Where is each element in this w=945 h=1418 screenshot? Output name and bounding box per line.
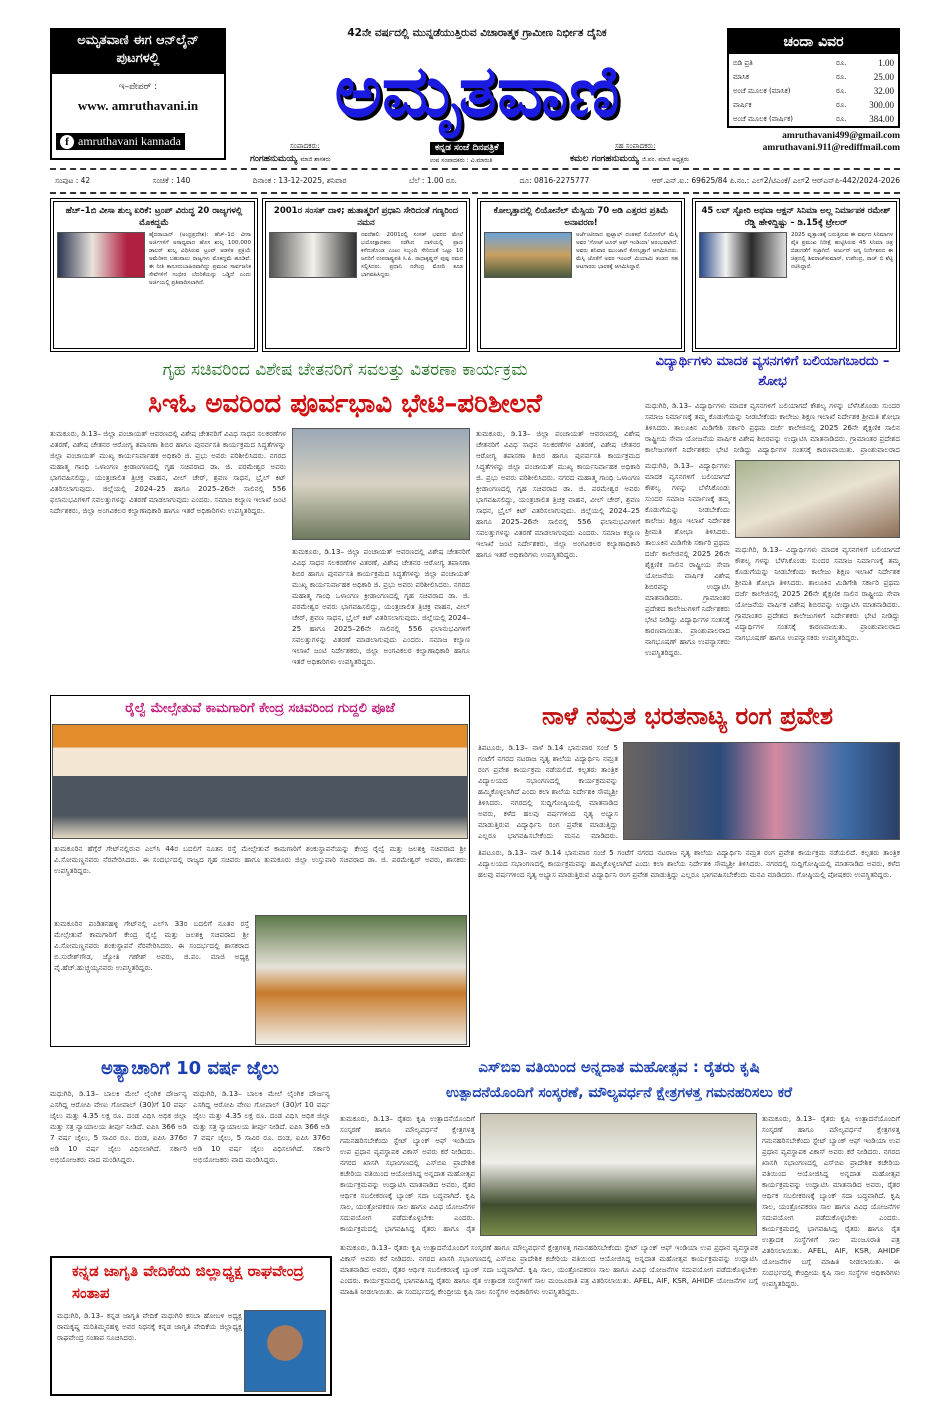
top-story-headline: 2001ರ ಸಂಸತ್ ದಾಳಿ; ಹುತಾತ್ಮರಿಗೆ ಪ್ರಧಾನಿ ಸೇರಿದಂತೆ ಗಣ್ಯರಿಂದ ನಮನ (273, 206, 459, 228)
railway-text-2: ತುಮಕೂರಿನ ಪಂಡಿತನಹಳ್ಳಿ ಗೇಟ್‌ನಲ್ಲಿ ಎಲ್‌ಸಿ 33ರ ಬದಲಿಗೆ ನೂತನ ರಸ್ತೆ ಮೇಲ್ಸೇತುವೆ ಕಾಮಗಾರಿಗೆ ಕೇಂದ್ರ ರೈಲ್ವೆ ಮತ್ತು ಜಲಶಕ್ತಿ ಸಚಿವರಾದ ಶ್ರೀ ವಿ.ಸೋಮಣ್ಣನವರು ಶಂಕುಸ್ಥಾಪನೆ ನೆರವೇರಿಸಿದರು. ಈ ಸಂದರ್ಭದಲ್ಲಿ ಶಾಸಕರಾದ ಬಿ.ಸುರೇಶ್‌ಗೌಡ, ಜ್ಯೋತಿ ಗಣೇಶ್ ಅವರು, ಜಿ.ಪಂ. ಮಾಜಿ ಅಧ್ಯಕ್ಷ ವೈ.ಹೆಚ್.ಹುಚ್ಚಯ್ಯನವರು ಉಪಸ್ಥಿತರಿದ್ದರು. (54, 919, 249, 972)
subscription-row (733, 98, 894, 112)
sbi-headline-2: ಉತ್ಪಾದನೆಯೊಂದಿಗೆ ಸಂಸ್ಕರಣೆ, ಮೌಲ್ಯವರ್ಧನೆ ಕ್ಷೇತ್ರಗಳತ್ತ ಗಮನಹರಿಸಲು ಕರೆ (445, 1085, 793, 1101)
subscription-currency: ರೂ. (836, 115, 847, 123)
divider (50, 192, 900, 194)
volume: ಸಂಪುಟ : 42 (55, 176, 91, 185)
subscription-currency: ರೂ. (836, 101, 847, 109)
newspaper-subtitle: ಕನ್ನಡ ಸಂಜೆ ದಿನಪತ್ರಿಕೆ (430, 142, 504, 155)
online-box (50, 28, 226, 160)
subscription-amount: 384.00 (869, 114, 894, 124)
top-story-headline: ಕೋಲ್ಕತ್ತಾದಲ್ಲಿ ಲಿಯೋನೆಲ್ ಮೆಸ್ಸಿಯ 70 ಅಡಿ ಎತ್ತರದ ಪ್ರತಿಮೆ ಅನಾವರಣ! (493, 206, 669, 228)
railway-headline: ರೈಲ್ವೆ ಮೇಲ್ಸೇತುವೆ ಕಾಮಗಾರಿಗೆ ಕೇಂದ್ರ ಸಚಿವರಿಂದ ಗುದ್ದಲಿ ಪೂಜೆ (125, 701, 395, 716)
price: ಬೆಲೆ : 1.00 ರೂ. (408, 176, 458, 185)
sbi-text-right: ತುಮಕೂರು, ಡಿ.13– ರೈತರು ಕೃಷಿ ಉತ್ಪಾದನೆಯೊಂದಿಗೆ ಸಂಸ್ಕರಣೆ ಹಾಗೂ ಮೌಲ್ಯವರ್ಧನೆ ಕ್ಷೇತ್ರಗಳತ್ತ ಗಮನಹರಿಸಬೇಕೆಂದು ಸ್ಟೇಟ್ ಬ್ಯಾಂಕ್ ಆಫ್ ಇಂಡಿಯಾ ಉಪ ಪ್ರಧಾನ ವ್ಯವಸ್ಥಾಪಕ ವಿಕಾಸ್ ಅವರು ಕರೆ ನೀಡಿದರು. ನಗರದ ಖಾಸಗಿ ಸಭಾಂಗಣದಲ್ಲಿ ಎಸ್‌ಬಿಐ ಪ್ರಾದೇಶಿಕ ಕಚೇರಿಯ ವತಿಯಿಂದ ಆಯೋಜಿಸಿದ್ದ ಅನ್ನದಾತ ಮಹೋತ್ಸವ ಕಾರ್ಯಕ್ರಮವನ್ನು ಉದ್ಘಾಟಿಸಿ ಮಾತನಾಡಿದ ಅವರು, ರೈತರ ಆರ್ಥಿಕ ಸಬಲೀಕರಣಕ್ಕೆ ಬ್ಯಾಂಕ್ ಸದಾ ಬದ್ಧವಾಗಿದೆ. ಕೃಷಿ ಸಾಲ, ಯಂತ್ರೋಪಕರಣ ಸಾಲ ಹಾಗೂ ವಿವಿಧ ಯೋಜನೆಗಳ ಸದುಪಯೋಗ ಪಡೆದುಕೊಳ್ಳಬೇಕು ಎಂದರು. ಕಾರ್ಯಕ್ರಮದಲ್ಲಿ ಭಾಗವಹಿಸಿದ್ದ ರೈತರು ಹಾಗೂ ರೈತ ಉತ್ಪಾದಕ ಸಂಸ್ಥೆಗಳಿಗೆ ಸಾಲ ಮಂಜೂರಾತಿ ಪತ್ರ ವಿತರಿಸಲಾಯಿತು. AFEL, AIF, KSR, AHIDF ಯೋಜನೆಗಳ ಬಗ್ಗೆ ಮಾಹಿತಿ ನೀಡಲಾಯಿತು. ಈ ಸಂದರ್ಭದಲ್ಲಿ ಕೇಂದ್ರೀಯ ಕೃಷಿ ಸಾಲ ಸಂಸ್ಥೆಗಳ ಅಧಿಕಾರಿಗಳು ಉಪಸ್ಥಿತರಿದ್ದರು. (762, 1114, 900, 1288)
sbi-headline-1: ಎಸ್‌ಬಿಐ ವತಿಯಿಂದ ಅನ್ನದಾತ ಮಹೋತ್ಸವ : ರೈತರು ಕೃಷಿ (478, 1058, 760, 1076)
sbi-photo (480, 1113, 757, 1236)
subscription-row (733, 56, 894, 70)
top-story-box (262, 198, 470, 352)
editor-name: ಗಂಗಹನುಮಯ್ಯ ಮಾಜಿ ಶಾಸಕರು (250, 154, 331, 164)
subscription-label: ವಾರ್ಷಿಕ (733, 101, 752, 109)
dance-photo (623, 742, 900, 840)
subscription-row (733, 112, 894, 126)
railway-photo-1 (52, 724, 468, 839)
top-story-text: 2025 ವೃತ್ತಾಂತಕ್ಕೆ ಬರುತ್ತಿರುವ ಈ ವರ್ಷದ ಸಿನಿಮಾಗಳ ಪೈಕಿ ಪ್ರಮುಖ ನಿರೀಕ್ಷೆ ಹುಟ್ಟಿಸಿರುವ 45 ಸಿನಿಮಾ ಚಿತ್ರ ಬಿಡುಗಡೆಗೆ ಸಜ್ಜಾಗಿದೆ. ಅರ್ಜುನ್ ಜನ್ಯ ನಿರ್ದೇಶನದ ಈ ಚಿತ್ರದಲ್ಲಿ ಶಿವರಾಜ್‌ಕುಮಾರ್, ಉಪೇಂದ್ರ, ರಾಜ್ ಬಿ ಶೆಟ್ಟಿ ನಟಿಸಿದ್ದಾರೆ. (791, 232, 893, 270)
jail-text: ಮಧುಗಿರಿ, ಡಿ.13– ಬಾಲಕಿ ಮೇಲೆ ಲೈಂಗಿಕ ದೌರ್ಜನ್ಯ ಎಸಗಿದ್ದ ಆರೋಪಿ ವೇಣು ಗೋಪಾಲ್ (30)ಗೆ 10 ವರ್ಷ ಜೈಲು ಮತ್ತು 4.35 ಲಕ್ಷ ರೂ. ದಂಡ ವಿಧಿಸಿ ಅಧಿಕ ಜಿಲ್ಲಾ ಮತ್ತು ಸತ್ರ ನ್ಯಾಯಾಲಯ ತೀರ್ಪು ನೀಡಿದೆ. ಐಪಿಸಿ 366 ಅಡಿ 7 ವರ್ಷ ಜೈಲು, 5 ಸಾವಿರ ರೂ. ದಂಡ, ಐಪಿಸಿ 376ರ ಅಡಿ 10 ವರ್ಷ ಜೈಲು ವಿಧಿಸಲಾಗಿದೆ. ಸರ್ಕಾರಿ ಅಭಿಯೋಜಕರು ವಾದ ಮಂಡಿಸಿದ್ದರು. (193, 1089, 330, 1164)
epaper-label: ಇ–ಪೇಪರ್ : (118, 82, 158, 92)
lead-text: ತುಮಕೂರು, ಡಿ.13– ಜಿಲ್ಲಾ ಪಂಚಾಯತ್ ಆವರಣದಲ್ಲಿ ವಿಶೇಷ ಚೇತನರಿಗೆ ವಿವಿಧ ಸಾಧನ ಸಲಕರಣೆಗಳ ವಿತರಣೆ, ವಿಶೇಷ ಚೇತನರ ಆರೋಗ್ಯ ತಪಾಸಣಾ ಶಿಬಿರ ಹಾಗೂ ಪುನರ್ವಸತಿ ಕಾರ್ಯಕ್ರಮದ ಸಿದ್ಧತೆಗಳನ್ನು ಜಿಲ್ಲಾ ಪಂಚಾಯತ್ ಮುಖ್ಯ ಕಾರ್ಯನಿರ್ವಾಹಕ ಅಧಿಕಾರಿ ಜಿ. ಪ್ರಭು ಅವರು ಪರಿಶೀಲಿಸಿದರು. ನಗರದ ಮಹಾತ್ಮ ಗಾಂಧಿ ಒಳಾಂಗಣ ಕ್ರೀಡಾಂಗಣದಲ್ಲಿ ಗೃಹ ಸಚಿವರಾದ ಡಾ. ಜಿ. ಪರಮೇಶ್ವರ ಅವರು ಭಾಗವಹಿಸಲಿದ್ದು, ಯಂತ್ರಚಾಲಿತ ತ್ರಿಚಕ್ರ ವಾಹನ, ವೀಲ್ ಚೇರ್, ಶ್ರವಣ ಸಾಧನ, ಬ್ರೈಲ್ ಕಿಟ್ ವಿತರಿಸಲಾಗುವುದು. ಜಿಲ್ಲೆಯಲ್ಲಿ 2024–25 ಹಾಗೂ 2025–26ನೇ ಸಾಲಿನಲ್ಲಿ 556 ಫಲಾನುಭವಿಗಳಿಗೆ ಸವಲತ್ತುಗಳನ್ನು ವಿತರಣೆ ಮಾಡಲಾಗುವುದು ಎಂದರು. ಸಮಾಜ ಕಲ್ಯಾಣ ಇಲಾಖೆ ಜಂಟಿ ನಿರ್ದೇಶಕರು, ಜಿಲ್ಲಾ ಅಂಗವಿಕಲರ ಕಲ್ಯಾಣಾಧಿಕಾರಿ ಹಾಗೂ ಇತರೆ ಅಧಿಕಾರಿಗಳು ಉಪಸ್ಥಿತರಿದ್ದರು. (292, 547, 470, 666)
railway-text-1: ತುಮಕೂರಿನ ಹೆಗ್ಗೆರೆ ಗೇಟ್‌ನಲ್ಲಿರುವ ಎಲ್‌ಸಿ 44ರ ಬದಲಿಗೆ ನೂತನ ರಸ್ತೆ ಮೇಲ್ಸೇತುವೆ ಕಾಮಗಾರಿಗೆ ಶಂಕುಸ್ಥಾಪನೆಯನ್ನು ಕೇಂದ್ರ ರೈಲ್ವೆ ಮತ್ತು ಜಲಶಕ್ತಿ ಸಚಿವರಾದ ಶ್ರೀ ವಿ.ಸೋಮಣ್ಣನವರು ನೆರವೇರಿಸಿದರು. ಈ ಸಂದರ್ಭದಲ್ಲಿ ರಾಜ್ಯದ ಗೃಹ ಸಚಿವರು ಹಾಗೂ ತುಮಕೂರು ಜಿಲ್ಲಾ ಉಸ್ತುವಾರಿ ಸಚಿವರಾದ ಡಾ. ಜಿ. ಪರಮೇಶ್ವರ್ ಅವರು, ಶಾಸಕರು ಉಪಸ್ಥಿತರಿದ್ದರು. (54, 844, 466, 875)
lead-photo (292, 428, 470, 540)
facebook-icon: f (60, 135, 74, 149)
dance-headline: ನಾಳೆ ನಮ್ರತ ಭರತನಾಟ್ಯ ರಂಗ ಪ್ರವೇಶ (542, 702, 833, 730)
top-story-box (477, 198, 685, 352)
drug-text: ಮಧುಗಿರಿ, ಡಿ.13– ವಿದ್ಯಾರ್ಥಿಗಳು ಮಾದಕ ವ್ಯಸನಗಳಿಗೆ ಬಲಿಯಾಗದೆ ಕೌಶಲ್ಯ ಗಳನ್ನು ಬೆಳೆಸಿಕೊಂಡು ಸುಂದರ ಸಮಾಜ ನಿರ್ಮಾಣಕ್ಕೆ ತಮ್ಮ ಕೊಡುಗೆಯನ್ನು ನೀಡಬೇಕೆಂದು ಕಾಲೇಜು ಶಿಕ್ಷಣ ಇಲಾಖೆ ನಿರ್ದೇಶಕ ಶ್ರೀಮತಿ ಶೋಭಾ ತಿಳಿಸಿದರು. ತಾಲೂಕಿನ ಮಿಡಿಗೇಶಿ ಸರ್ಕಾರಿ ಪ್ರಥಮ ದರ್ಜೆ ಕಾಲೇಜಿನಲ್ಲಿ 2025 26ನೇ ಶೈಕ್ಷಣಿಕ ಸಾಲಿನ ರಾಷ್ಟ್ರೀಯ ಸೇವಾ ಯೋಜನೆಯ ವಾರ್ಷಿಕ ವಿಶೇಷ ಶಿಬಿರವನ್ನು ಉದ್ಘಾಟಿಸಿ ಮಾತನಾಡಿದರು. ಗ್ರಾಮಾಂತರ ಪ್ರದೇಶದ ಕಾಲೇಜುಗಳಿಗೆ ನಿರ್ದೇಶಕರು ಭೇಟಿ ನೀಡಿದ್ದು ವಿದ್ಯಾರ್ಥಿಗಳ ಸಂತಸಕ್ಕೆ ಕಾರಣವಾಯಿತು. ಪ್ರಾಂಶುಪಾಲರಾದ ನಾಗಭೂಷಣ್ ಹಾಗೂ ಉಪನ್ಯಾಸಕರು ಉಪಸ್ಥಿತರಿದ್ದರು. (645, 461, 730, 657)
subscription-amount: 32.00 (873, 86, 894, 96)
subscription-amount: 300.00 (869, 100, 894, 110)
top-story-photo (699, 232, 787, 278)
sbi-text: ತುಮಕೂರು, ಡಿ.13– ರೈತರು ಕೃಷಿ ಉತ್ಪಾದನೆಯೊಂದಿಗೆ ಸಂಸ್ಕರಣೆ ಹಾಗೂ ಮೌಲ್ಯವರ್ಧನೆ ಕ್ಷೇತ್ರಗಳತ್ತ ಗಮನಹರಿಸಬೇಕೆಂದು ಸ್ಟೇಟ್ ಬ್ಯಾಂಕ್ ಆಫ್ ಇಂಡಿಯಾ ಉಪ ಪ್ರಧಾನ ವ್ಯವಸ್ಥಾಪಕ ವಿಕಾಸ್ ಅವರು ಕರೆ ನೀಡಿದರು. ನಗರದ ಖಾಸಗಿ ಸಭಾಂಗಣದಲ್ಲಿ ಎಸ್‌ಬಿಐ ಪ್ರಾದೇಶಿಕ ಕಚೇರಿಯ ವತಿಯಿಂದ ಆಯೋಜಿಸಿದ್ದ ಅನ್ನದಾತ ಮಹೋತ್ಸವ ಕಾರ್ಯಕ್ರಮವನ್ನು ಉದ್ಘಾಟಿಸಿ ಮಾತನಾಡಿದ ಅವರು, ರೈತರ ಆರ್ಥಿಕ ಸಬಲೀಕರಣಕ್ಕೆ ಬ್ಯಾಂಕ್ ಸದಾ ಬದ್ಧವಾಗಿದೆ. ಕೃಷಿ ಸಾಲ, ಯಂತ್ರೋಪಕರಣ ಸಾಲ ಹಾಗೂ ವಿವಿಧ ಯೋಜನೆಗಳ ಸದುಪಯೋಗ ಪಡೆದುಕೊಳ್ಳಬೇಕು ಎಂದರು. ಕಾರ್ಯಕ್ರಮದಲ್ಲಿ ಭಾಗವಹಿಸಿದ್ದ ರೈತರು ಹಾಗೂ ರೈತ ಉತ್ಪಾದಕ ಸಂಸ್ಥೆಗಳಿಗೆ ಸಾಲ ಮಂಜೂರಾತಿ ಪತ್ರ ವಿತರಿಸಲಾಯಿತು. AFEL, AIF, KSR, AHIDF ಯೋಜನೆಗಳ ಬಗ್ಗೆ ಮಾಹಿತಿ ನೀಡಲಾಯಿತು. ಈ ಸಂದರ್ಭದಲ್ಲಿ ಕೇಂದ್ರೀಯ ಕೃಷಿ ಸಾಲ ಸಂಸ್ಥೆಗಳ ಅಧಿಕಾರಿಗಳು ಉಪಸ್ಥಿತರಿದ್ದರು. (340, 1243, 758, 1296)
subscription-label: ಮಾಸಿಕ (733, 73, 749, 81)
phone: ದೂ: 0816-2275777 (519, 176, 590, 185)
co-editor-label: ಸಹ ಸಂಪಾದಕರು: (615, 142, 656, 150)
jail-headline: ಅತ್ಯಾಚಾರಿಗೆ 10 ವರ್ಷ ಜೈಲು (101, 1058, 279, 1079)
subscription-box (727, 28, 900, 128)
lead-headline: ಸಿಇಓ ಅವರಿಂದ ಪೂರ್ವಭಾವಿ ಭೇಟಿ–ಪರಿಶೀಲನೆ (148, 389, 542, 419)
top-story-text: ಅರ್ಜೆಂಟೀನಾದ ಫುಟ್ಬಾಲ್ ದಂತಕಥೆ ಲಿಯೋನೆಲ್ ಮೆಸ್ಸಿ ಅವರ 'ಗೋಟ್ ಟೂರ್ ಆಫ್ ಇಂಡಿಯಾ' ಆರಂಭವಾಗಿದೆ. ಅವರು ಶನಿವಾರ ಮುಂಜಾನೆ ಕೋಲ್ಕತ್ತಾಗೆ ಆಗಮಿಸಿದರು. ಮೆಸ್ಸಿ ಜೊತೆಗೆ ಅವರ ಇಂಟರ್ ಮಿಯಾಮಿ ತಂಡದ ಸಹ ಆಟಗಾರರು ಭಾರತಕ್ಕೆ ಆಗಮಿಸಿದ್ದಾರೆ. (576, 232, 678, 270)
subscription-currency: ರೂ. (836, 87, 847, 95)
subscription-amount: 1.00 (878, 58, 894, 68)
top-story-box (692, 198, 900, 352)
top-story-text: ನವದೆಹಲಿ: 2001ರಲ್ಲಿ ಸಂಸತ್ ಭವನದ ಮೇಲೆ ಭಯೋತ್ಪಾದಕರು ನಡೆಸಿದ ದಾಳಿಯಲ್ಲಿ ಪ್ರಾಣ ಕಳೆದುಕೊಂಡ ಎಂಟು ಸಿಬ್ಬಂದಿ ಸೇರಿದಂತೆ ಒಟ್ಟು 10 ಜನರಿಗೆ ಉಪರಾಷ್ಟ್ರಪತಿ ಸಿ.ಪಿ. ರಾಧಾಕೃಷ್ಣನ್ ಪುಷ್ಪ ನಮನ ಸಲ್ಲಿಸಿದರು. ಪ್ರಧಾನಿ ನರೇಂದ್ರ ಮೋದಿ ಕೂಡ ಭಾಗವಹಿಸಿದ್ದರು. (361, 232, 463, 278)
editor-label: ಸಂಪಾದಕರು: (290, 142, 320, 150)
facebook-handle: amruthavani kannada (78, 134, 181, 148)
website-link[interactable]: www. amruthavani.in (77, 98, 199, 113)
date: ದಿನಾಂಕ : 13-12-2025, ಶನಿವಾರ (252, 176, 347, 185)
online-title: ಅಮೃತವಾಣಿ ಈಗ ಆನ್‌ಲೈನ್ ಪುಟಗಳಲ್ಲಿ (52, 30, 224, 74)
issue: ಸಂಚಿಕೆ : 140 (152, 176, 191, 185)
top-story-box (50, 198, 258, 352)
email-gmail[interactable]: amruthavani499@gmail.com (782, 131, 900, 141)
railway-photo-2 (255, 915, 467, 1045)
sbi-text-intro: ತುಮಕೂರು, ಡಿ.13– ರೈತರು ಕೃಷಿ ಉತ್ಪಾದನೆಯೊಂದಿಗೆ ಸಂಸ್ಕರಣೆ ಹಾಗೂ ಮೌಲ್ಯವರ್ಧನೆ ಕ್ಷೇತ್ರಗಳತ್ತ ಗಮನಹರಿಸಬೇಕೆಂದು ಸ್ಟೇಟ್ ಬ್ಯಾಂಕ್ ಆಫ್ ಇಂಡಿಯಾ ಉಪ ಪ್ರಧಾನ ವ್ಯವಸ್ಥಾಪಕ ವಿಕಾಸ್ ಅವರು ಕರೆ ನೀಡಿದರು. ನಗರದ ಖಾಸಗಿ ಸಭಾಂಗಣದಲ್ಲಿ ಎಸ್‌ಬಿಐ ಪ್ರಾದೇಶಿಕ ಕಚೇರಿಯ ವತಿಯಿಂದ ಆಯೋಜಿಸಿದ್ದ ಅನ್ನದಾತ ಮಹೋತ್ಸವ ಕಾರ್ಯಕ್ರಮವನ್ನು ಉದ್ಘಾಟಿಸಿ ಮಾತನಾಡಿದ ಅವರು, ರೈತರ ಆರ್ಥಿಕ ಸಬಲೀಕರಣಕ್ಕೆ ಬ್ಯಾಂಕ್ ಸದಾ ಬದ್ಧವಾಗಿದೆ. ಕೃಷಿ ಸಾಲ, ಯಂತ್ರೋಪಕರಣ ಸಾಲ ಹಾಗೂ ವಿವಿಧ ಯೋಜನೆಗಳ ಸದುಪಯೋಗ ಪಡೆದುಕೊಳ್ಳಬೇಕು ಎಂದರು. ಕಾರ್ಯಕ್ರಮದಲ್ಲಿ ಭಾಗವಹಿಸಿದ್ದ ರೈತರು ಹಾಗೂ ರೈತ (340, 1114, 475, 1233)
jail-text: ಮಧುಗಿರಿ, ಡಿ.13– ಬಾಲಕಿ ಮೇಲೆ ಲೈಂಗಿಕ ದೌರ್ಜನ್ಯ ಎಸಗಿದ್ದ ಆರೋಪಿ ವೇಣು ಗೋಪಾಲ್ (30)ಗೆ 10 ವರ್ಷ ಜೈಲು ಮತ್ತು 4.35 ಲಕ್ಷ ರೂ. ದಂಡ ವಿಧಿಸಿ ಅಧಿಕ ಜಿಲ್ಲಾ ಮತ್ತು ಸತ್ರ ನ್ಯಾಯಾಲಯ ತೀರ್ಪು ನೀಡಿದೆ. ಐಪಿಸಿ 366 ಅಡಿ 7 ವರ್ಷ ಜೈಲು, 5 ಸಾವಿರ ರೂ. ದಂಡ, ಐಪಿಸಿ 376ರ ಅಡಿ 10 ವರ್ಷ ಜೈಲು ವಿಧಿಸಲಾಗಿದೆ. ಸರ್ಕಾರಿ ಅಭಿಯೋಜಕರು ವಾದ ಮಂಡಿಸಿದ್ದರು. (50, 1089, 187, 1164)
subscription-label: ಅಂಚೆ ಮೂಲಕ (ಮಾಸಿಕ) (733, 87, 791, 95)
dance-text: ತಿಪಟೂರು, ಡಿ.13– ನಾಳೆ ಡಿ.14 ಭಾನುವಾರ ಸಂಜೆ 5 ಗಂಟೆಗೆ ನಗರದ ನಟರಾಜ ನೃತ್ಯ ಶಾಲೆಯ ವಿದ್ಯಾರ್ಥಿನಿ ನಮ್ರತ ರಂಗ ಪ್ರವೇಶ ಕಾರ್ಯಕ್ರಮ ನಡೆಯಲಿದೆ. ಕಲ್ಪತರು ತಾಂತ್ರಿಕ ವಿದ್ಯಾಲಯದ ಸಭಾಂಗಣದಲ್ಲಿ ಕಾರ್ಯಕ್ರಮವನ್ನು ಹಮ್ಮಿಕೊಳ್ಳಲಾಗಿದೆ ಎಂದು ಕಲಾ ಶಾಲೆಯ ನಿರ್ದೇಶಕಿ ಸೌಮ್ಯಶ್ರೀ ತಿಳಿಸಿದರು. ನಗರದಲ್ಲಿ ಸುದ್ದಿಗೋಷ್ಠಿಯಲ್ಲಿ ಮಾತನಾಡಿದ ಅವರು, ಕಳೆದ ಹಲವು ವರ್ಷಗಳಿಂದ ನೃತ್ಯ ಅಭ್ಯಾಸ ಮಾಡುತ್ತಿರುವ ವಿದ್ಯಾರ್ಥಿನಿ ರಂಗ ಪ್ರವೇಶ ಮಾಡುತ್ತಿದ್ದು ಎಲ್ಲರೂ ಭಾಗವಹಿಸಬೇಕೆಂದು ಮನವಿ ಮಾಡಿದರು. ಗೋಷ್ಠಿಯಲ್ಲಿ ಪೋಷಕರು ಉಪಸ್ಥಿತರಿದ್ದರು. (478, 848, 900, 879)
top-story-headline: 45 ಲವ್ ಸ್ಟೋರಿ ಅಥವಾ ಆಕ್ಷನ್ ಸಿನಿಮಾ ಅಲ್ಲ ನಿರ್ಮಾಪಕ ರಮೇಶ್ ರೆಡ್ಡಿ ಹೇಳಿದ್ದಿಷ್ಟು – ಡಿ.15ಕ್ಕೆ ಟ್ರೇಲರ್ (701, 206, 891, 228)
condolence-box (50, 1256, 332, 1396)
top-story-photo (484, 232, 572, 278)
email-rediff[interactable]: amruthavani.911@rediffmail.com (762, 143, 900, 153)
drug-headline: ವಿದ್ಯಾರ್ಥಿಗಳು ಮಾದಕ ವ್ಯಸನಗಳಿಗೆ ಬಲಿಯಾಗಬಾರದು – ಶೋಭ (655, 354, 890, 389)
newspaper-title: ಅಮೃತವಾಣಿ (334, 49, 620, 133)
facebook-link[interactable] (56, 133, 185, 150)
top-story-text: ಹೈದರಾಬಾದ್ (ಅಂಧ್ರಪ್ರದೇಶ): ಹೆಚ್–1ಬಿ ವೀಸಾ ಅರ್ಜಿಗಳಿಗೆ ಅಸಾಧ್ಯವಾದ ಹೊಸ ಶುಲ್ಕ 100,000 ಡಾಲರ್ ಶುಲ್ಕ ವಿಧಿಸಿರುವ ಟ್ರಂಪ್ ಆಡಳಿತ ಪ್ರಕ್ರಿಯೆ ಅಮೆರಿಕದ ಬಹುಪಾಲು ರಾಜ್ಯಗಳು ಮೊಕದ್ದಮೆ ಹೂಡಿವೆ. ಈ ನೀತಿ ಕಾನೂನುಬಾಹಿರವಾಗಿದ್ದು ಪ್ರಮುಖ ಸಾರ್ವಜನಿಕ ಸೇವೆಗಳಿಗೆ ಗಂಭೀರ ಬೆದರಿಕೆಯನ್ನು ಒಡ್ಡಿದೆ ಎಂದು ಅರ್ಜಿಯಲ್ಲಿ ಪ್ರತಿಪಾದಿಸಲಾಗಿದೆ. (149, 232, 251, 286)
subscription-label: ಬಿಡಿ ಪ್ರತಿ (733, 59, 753, 67)
subscription-label: ಅಂಚೆ ಮೂಲಕ (ವಾರ್ಷಿಕ) (733, 115, 793, 123)
condolence-text: ಮಧುಗಿರಿ, ಡಿ.13– ಕನ್ನಡ ಜಾಗೃತಿ ವೇದಿಕೆ ಮಧುಗಿರಿ ಕಸಬಾ ಹೋಬಳಿ ಅಧ್ಯಕ್ಷ ರಾಮಕೃಷ್ಣ ಮರಿತಿಮ್ಮನಹಳ್ಳಿ ಅವರ ನಿಧನಕ್ಕೆ ಕನ್ನಡ ಜಾಗೃತಿ ವೇದಿಕೆಯ ಜಿಲ್ಲಾಧ್ಯಕ್ಷ ರಾಘವೇಂದ್ರ ಸಂತಾಪ ಸೂಚಿಸಿದರು. (57, 1311, 242, 1342)
portrait-photo (244, 1310, 326, 1392)
subscription-row (733, 70, 894, 84)
info-bar (55, 175, 900, 186)
subscription-title: ಚಂದಾ ವಿವರ (729, 30, 898, 54)
tagline: 42ನೇ ವರ್ಷದಲ್ಲಿ ಮುನ್ನಡೆಯುತ್ತಿರುವ ವಿಚಾರಾತ್ಮಕ ಗ್ರಾಮೀಣ ನಿರ್ಭೀತ ದೈನಿಕ (347, 27, 607, 39)
divider (50, 168, 900, 170)
registration: ಆರ್.ಎನ್.ಐ.: 69625/84 ಪಿ.ನಂ.: ಎಲ್2/ಟಿಎಂಕೆ/ ಎಲ್2 ಆರ್‌ಎನ್‌ಪಿ-442/2024-2026 (651, 176, 900, 185)
deputy-editor: ಉಪ ಸಂಪಾದಕರು : ವಿ.ಮಾರುತಿ (430, 157, 493, 164)
lead-kicker: ಗೃಹ ಸಚಿವರಿಂದ ವಿಶೇಷ ಚೇತನರಿಗೆ ಸವಲತ್ತು ವಿತರಣಾ ಕಾರ್ಯಕ್ರಮ (162, 360, 528, 380)
subscription-row (733, 84, 894, 98)
subscription-currency: ರೂ. (836, 73, 847, 81)
lead-text: ತುಮಕೂರು, ಡಿ.13– ಜಿಲ್ಲಾ ಪಂಚಾಯತ್ ಆವರಣದಲ್ಲಿ ವಿಶೇಷ ಚೇತನರಿಗೆ ವಿವಿಧ ಸಾಧನ ಸಲಕರಣೆಗಳ ವಿತರಣೆ, ವಿಶೇಷ ಚೇತನರ ಆರೋಗ್ಯ ತಪಾಸಣಾ ಶಿಬಿರ ಹಾಗೂ ಪುನರ್ವಸತಿ ಕಾರ್ಯಕ್ರಮದ ಸಿದ್ಧತೆಗಳನ್ನು ಜಿಲ್ಲಾ ಪಂಚಾಯತ್ ಮುಖ್ಯ ಕಾರ್ಯನಿರ್ವಾಹಕ ಅಧಿಕಾರಿ ಜಿ. ಪ್ರಭು ಅವರು ಪರಿಶೀಲಿಸಿದರು. ನಗರದ ಮಹಾತ್ಮ ಗಾಂಧಿ ಒಳಾಂಗಣ ಕ್ರೀಡಾಂಗಣದಲ್ಲಿ ಗೃಹ ಸಚಿವರಾದ ಡಾ. ಜಿ. ಪರಮೇಶ್ವರ ಅವರು ಭಾಗವಹಿಸಲಿದ್ದು, ಯಂತ್ರಚಾಲಿತ ತ್ರಿಚಕ್ರ ವಾಹನ, ವೀಲ್ ಚೇರ್, ಶ್ರವಣ ಸಾಧನ, ಬ್ರೈಲ್ ಕಿಟ್ ವಿತರಿಸಲಾಗುವುದು. ಜಿಲ್ಲೆಯಲ್ಲಿ 2024–25 ಹಾಗೂ 2025–26ನೇ ಸಾಲಿನಲ್ಲಿ 556 ಫಲಾನುಭವಿಗಳಿಗೆ ಸವಲತ್ತುಗಳನ್ನು ವಿತರಣೆ ಮಾಡಲಾಗುವುದು ಎಂದರು. ಸಮಾಜ ಕಲ್ಯಾಣ ಇಲಾಖೆ ಜಂಟಿ ನಿರ್ದೇಶಕರು, ಜಿಲ್ಲಾ ಅಂಗವಿಕಲರ ಕಲ್ಯಾಣಾಧಿಕಾರಿ ಹಾಗೂ ಇತರೆ ಅಧಿಕಾರಿಗಳು ಉಪಸ್ಥಿತರಿದ್ದರು. (50, 429, 286, 515)
co-editor-name: ಕಮಲ ಗಂಗಹನುಮಯ್ಯ ಜಿ.ಪಂ. ಮಾಜಿ ಅಧ್ಯಕ್ಷರು (570, 154, 689, 164)
top-story-photo (269, 232, 357, 278)
lead-text: ತುಮಕೂರು, ಡಿ.13– ಜಿಲ್ಲಾ ಪಂಚಾಯತ್ ಆವರಣದಲ್ಲಿ ವಿಶೇಷ ಚೇತನರಿಗೆ ವಿವಿಧ ಸಾಧನ ಸಲಕರಣೆಗಳ ವಿತರಣೆ, ವಿಶೇಷ ಚೇತನರ ಆರೋಗ್ಯ ತಪಾಸಣಾ ಶಿಬಿರ ಹಾಗೂ ಪುನರ್ವಸತಿ ಕಾರ್ಯಕ್ರಮದ ಸಿದ್ಧತೆಗಳನ್ನು ಜಿಲ್ಲಾ ಪಂಚಾಯತ್ ಮುಖ್ಯ ಕಾರ್ಯನಿರ್ವಾಹಕ ಅಧಿಕಾರಿ ಜಿ. ಪ್ರಭು ಅವರು ಪರಿಶೀಲಿಸಿದರು. ನಗರದ ಮಹಾತ್ಮ ಗಾಂಧಿ ಒಳಾಂಗಣ ಕ್ರೀಡಾಂಗಣದಲ್ಲಿ ಗೃಹ ಸಚಿವರಾದ ಡಾ. ಜಿ. ಪರಮೇಶ್ವರ ಅವರು ಭಾಗವಹಿಸಲಿದ್ದು, ಯಂತ್ರಚಾಲಿತ ತ್ರಿಚಕ್ರ ವಾಹನ, ವೀಲ್ ಚೇರ್, ಶ್ರವಣ ಸಾಧನ, ಬ್ರೈಲ್ ಕಿಟ್ ವಿತರಿಸಲಾಗುವುದು. ಜಿಲ್ಲೆಯಲ್ಲಿ 2024–25 ಹಾಗೂ 2025–26ನೇ ಸಾಲಿನಲ್ಲಿ 556 ಫಲಾನುಭವಿಗಳಿಗೆ ಸವಲತ್ತುಗಳನ್ನು ವಿತರಣೆ ಮಾಡಲಾಗುವುದು ಎಂದರು. ಸಮಾಜ ಕಲ್ಯಾಣ ಇಲಾಖೆ ಜಂಟಿ ನಿರ್ದೇಶಕರು, ಜಿಲ್ಲಾ ಅಂಗವಿಕಲರ ಕಲ್ಯಾಣಾಧಿಕಾರಿ ಹಾಗೂ ಇತರೆ ಅಧಿಕಾರಿಗಳು ಉಪಸ್ಥಿತರಿದ್ದರು. (476, 429, 640, 559)
drug-photo (735, 460, 900, 538)
top-story-photo (57, 232, 145, 278)
drug-text: ಮಧುಗಿರಿ, ಡಿ.13– ವಿದ್ಯಾರ್ಥಿಗಳು ಮಾದಕ ವ್ಯಸನಗಳಿಗೆ ಬಲಿಯಾಗದೆ ಕೌಶಲ್ಯ ಗಳನ್ನು ಬೆಳೆಸಿಕೊಂಡು ಸುಂದರ ಸಮಾಜ ನಿರ್ಮಾಣಕ್ಕೆ ತಮ್ಮ ಕೊಡುಗೆಯನ್ನು ನೀಡಬೇಕೆಂದು ಕಾಲೇಜು ಶಿಕ್ಷಣ ಇಲಾಖೆ ನಿರ್ದೇಶಕ ಶ್ರೀಮತಿ ಶೋಭಾ ತಿಳಿಸಿದರು. ತಾಲೂಕಿನ ಮಿಡಿಗೇಶಿ ಸರ್ಕಾರಿ ಪ್ರಥಮ ದರ್ಜೆ ಕಾಲೇಜಿನಲ್ಲಿ 2025 26ನೇ ಶೈಕ್ಷಣಿಕ ಸಾಲಿನ ರಾಷ್ಟ್ರೀಯ ಸೇವಾ ಯೋಜನೆಯ ವಾರ್ಷಿಕ ವಿಶೇಷ ಶಿಬಿರವನ್ನು ಉದ್ಘಾಟಿಸಿ ಮಾತನಾಡಿದರು. ಗ್ರಾಮಾಂತರ ಪ್ರದೇಶದ ಕಾಲೇಜುಗಳಿಗೆ ನಿರ್ದೇಶಕರು ಭೇಟಿ ನೀಡಿದ್ದು ವಿದ್ಯಾರ್ಥಿಗಳ ಸಂತಸಕ್ಕೆ ಕಾರಣವಾಯಿತು. ಪ್ರಾಂಶುಪಾಲರಾದ (645, 401, 900, 454)
subscription-amount: 25.00 (873, 72, 894, 82)
dance-text-intro: ತಿಪಟೂರು, ಡಿ.13– ನಾಳೆ ಡಿ.14 ಭಾನುವಾರ ಸಂಜೆ 5 ಗಂಟೆಗೆ ನಗರದ ನಟರಾಜ ನೃತ್ಯ ಶಾಲೆಯ ವಿದ್ಯಾರ್ಥಿನಿ ನಮ್ರತ ರಂಗ ಪ್ರವೇಶ ಕಾರ್ಯಕ್ರಮ ನಡೆಯಲಿದೆ. ಕಲ್ಪತರು ತಾಂತ್ರಿಕ ವಿದ್ಯಾಲಯದ ಸಭಾಂಗಣದಲ್ಲಿ ಕಾರ್ಯಕ್ರಮವನ್ನು ಹಮ್ಮಿಕೊಳ್ಳಲಾಗಿದೆ ಎಂದು ಕಲಾ ಶಾಲೆಯ ನಿರ್ದೇಶಕಿ ಸೌಮ್ಯಶ್ರೀ ತಿಳಿಸಿದರು. ನಗರದಲ್ಲಿ ಸುದ್ದಿಗೋಷ್ಠಿಯಲ್ಲಿ ಮಾತನಾಡಿದ ಅವರು, ಕಳೆದ ಹಲವು ವರ್ಷಗಳಿಂದ ನೃತ್ಯ ಅಭ್ಯಾಸ ಮಾಡುತ್ತಿರುವ ವಿದ್ಯಾರ್ಥಿನಿ ರಂಗ ಪ್ರವೇಶ ಮಾಡುತ್ತಿದ್ದು ಎಲ್ಲರೂ ಭಾಗವಹಿಸಬೇಕೆಂದು ಮನವಿ ಮಾಡಿದರು. (478, 743, 618, 840)
condolence-headline: ಕನ್ನಡ ಜಾಗೃತಿ ವೇದಿಕೆಯ ಜಿಲ್ಲಾಧ್ಯಕ್ಷ ರಾಘವೇಂದ್ರ ಸಂತಾಪ (72, 1262, 304, 1302)
subscription-currency: ರೂ. (836, 59, 847, 67)
top-story-headline: ಹೆಚ್–1ಬಿ ವೀಸಾ ಶುಲ್ಕ ಏರಿಕೆ: ಟ್ರಂಪ್ ವಿರುದ್ಧ 20 ರಾಜ್ಯಗಳಲ್ಲಿ ಮೊಕದ್ದಮೆ (65, 206, 243, 228)
drug-text: ಮಧುಗಿರಿ, ಡಿ.13– ವಿದ್ಯಾರ್ಥಿಗಳು ಮಾದಕ ವ್ಯಸನಗಳಿಗೆ ಬಲಿಯಾಗದೆ ಕೌಶಲ್ಯ ಗಳನ್ನು ಬೆಳೆಸಿಕೊಂಡು ಸುಂದರ ಸಮಾಜ ನಿರ್ಮಾಣಕ್ಕೆ ತಮ್ಮ ಕೊಡುಗೆಯನ್ನು ನೀಡಬೇಕೆಂದು ಕಾಲೇಜು ಶಿಕ್ಷಣ ಇಲಾಖೆ ನಿರ್ದೇಶಕ ಶ್ರೀಮತಿ ಶೋಭಾ ತಿಳಿಸಿದರು. ತಾಲೂಕಿನ ಮಿಡಿಗೇಶಿ ಸರ್ಕಾರಿ ಪ್ರಥಮ ದರ್ಜೆ ಕಾಲೇಜಿನಲ್ಲಿ 2025 26ನೇ ಶೈಕ್ಷಣಿಕ ಸಾಲಿನ ರಾಷ್ಟ್ರೀಯ ಸೇವಾ ಯೋಜನೆಯ ವಾರ್ಷಿಕ ವಿಶೇಷ ಶಿಬಿರವನ್ನು ಉದ್ಘಾಟಿಸಿ ಮಾತನಾಡಿದರು. ಗ್ರಾಮಾಂತರ ಪ್ರದೇಶದ ಕಾಲೇಜುಗಳಿಗೆ ನಿರ್ದೇಶಕರು ಭೇಟಿ ನೀಡಿದ್ದು ವಿದ್ಯಾರ್ಥಿಗಳ ಸಂತಸಕ್ಕೆ ಕಾರಣವಾಯಿತು. ಪ್ರಾಂಶುಪಾಲರಾದ ನಾಗಭೂಷಣ್ ಹಾಗೂ ಉಪನ್ಯಾಸಕರು ಉಪಸ್ಥಿತರಿದ್ದರು. (735, 545, 900, 642)
